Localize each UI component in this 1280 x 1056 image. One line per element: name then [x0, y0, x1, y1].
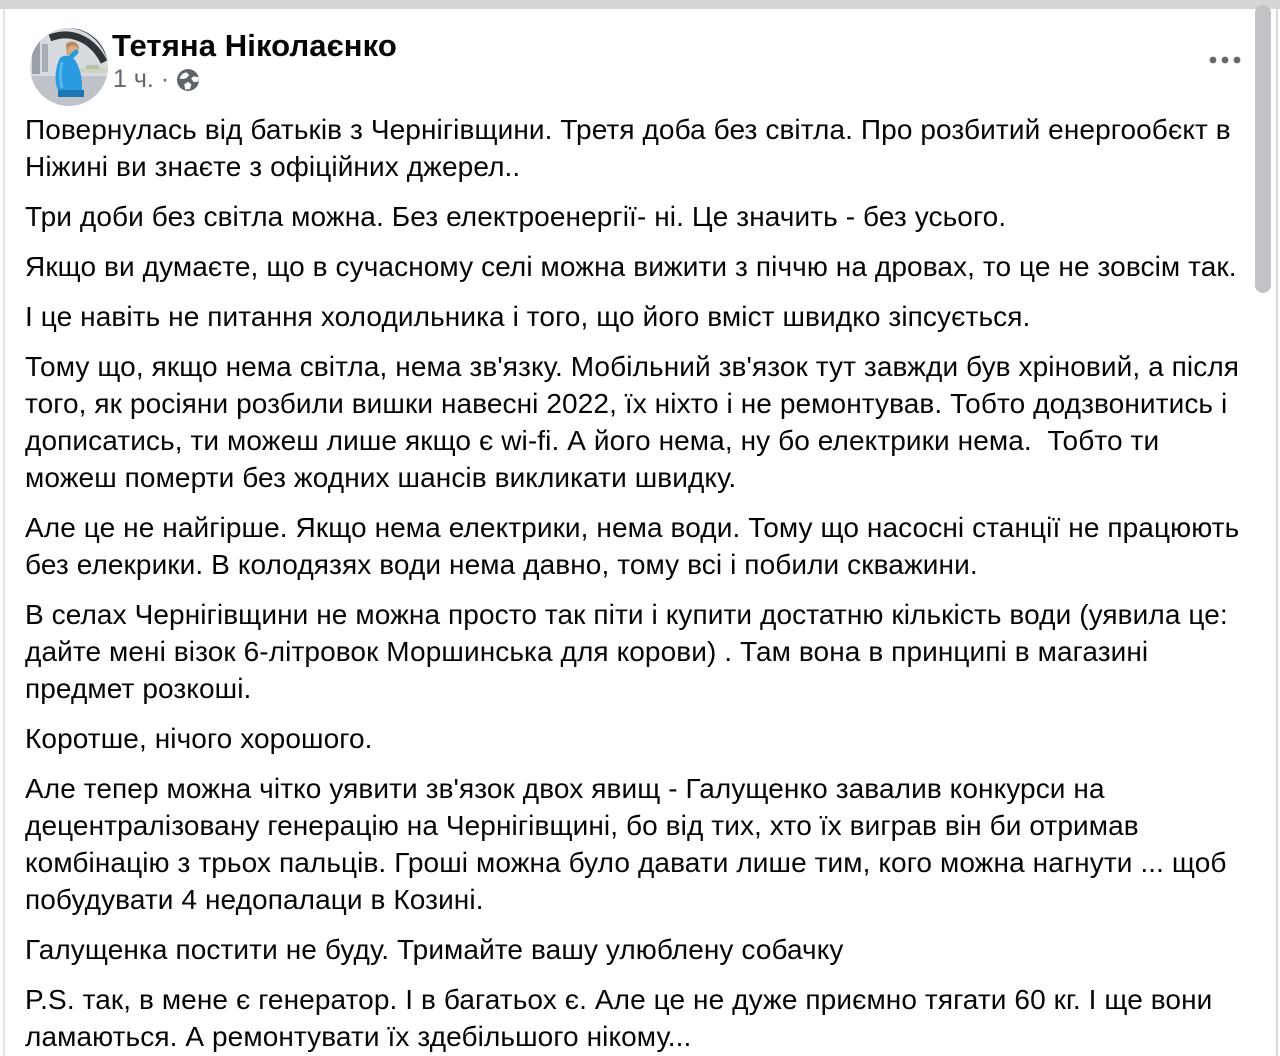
author-name[interactable]: Тетяна Ніколаєнко	[112, 28, 397, 63]
paragraph: Якщо ви думаєте, що в сучасному селі можна вижити з піччю на дровах, то це не зовсім так.	[25, 251, 1237, 282]
paragraph: P.S. так, в мене є генератор. І в багатьох є. Але це не дуже приємно тягати 60 кг. І ще вони ламаються. А ремонтувати їх здебільшого нікому...	[25, 984, 1221, 1052]
paragraph: Коротше, нічого хорошого.	[25, 723, 373, 754]
ellipsis-icon	[1209, 56, 1241, 64]
timestamp[interactable]: 1 ч.	[113, 65, 154, 93]
window-left-border	[3, 9, 5, 1056]
globe-icon	[176, 68, 200, 92]
paragraph: Галущенка постити не буду. Тримайте вашу улюблену собачку	[25, 934, 844, 965]
meta-separator: ·	[160, 65, 170, 93]
post-text	[25, 111, 1246, 1055]
paragraph: Але тепер можна чітко уявити зв'язок двох явищ - Галущенко завалив конкурси на децентралізовану генерацію на Чернігівщині, бо від тих, хто їх виграв він би отримав комбінацію з трьох пальців. Гроші можна було давати лише тим, кого можна нагнути ... щоб побудувати 4 недопалаци в Козині.	[25, 773, 1235, 915]
window-right-border	[1276, 9, 1278, 1056]
window-top-strip	[0, 0, 1280, 9]
avatar[interactable]	[30, 28, 108, 106]
paragraph: В селах Чернігівщини не можна просто так піти і купити достатню кількість води (уявила це: дайте мені візок 6-літровок Моршинська для корови) . Там вона в принципі в магазині предмет розкоші.	[25, 599, 1236, 704]
paragraph: І це навіть не питання холодильника і того, що його вміст швидко зіпсується.	[25, 301, 1031, 332]
post-menu-button[interactable]	[1205, 50, 1245, 70]
scrollbar-thumb[interactable]	[1255, 5, 1271, 293]
paragraph: Але це не найгірше. Якщо нема електрики, нема води. Тому що насосні станції не працюють без елекрики. В колодязях води нема давно, тому всі і побили скважини.	[25, 512, 1248, 580]
post-meta	[113, 64, 200, 94]
paragraph: Тому що, якщо нема світла, нема зв'язку. Мобільний зв'язок тут завжди був хріновий, а після того, як росіяни розбили вишки навесні 2022, їх ніхто і не ремонтував. Тобто додзвонитись і дописатись, ти можеш лише якщо є wi-fi. А його нема, ну бо електрики нема. Тобто ти можеш померти без жодних шансів викликати швидку.	[25, 351, 1247, 493]
paragraph: Повернулась від батьків з Чернігівщини. Третя доба без світла. Про розбитий енергообєкт в Ніжині ви знаєте з офіційних джерел..	[25, 114, 1239, 182]
paragraph: Три доби без світла можна. Без електроенергії- ні. Це значить - без усього.	[25, 201, 1007, 232]
